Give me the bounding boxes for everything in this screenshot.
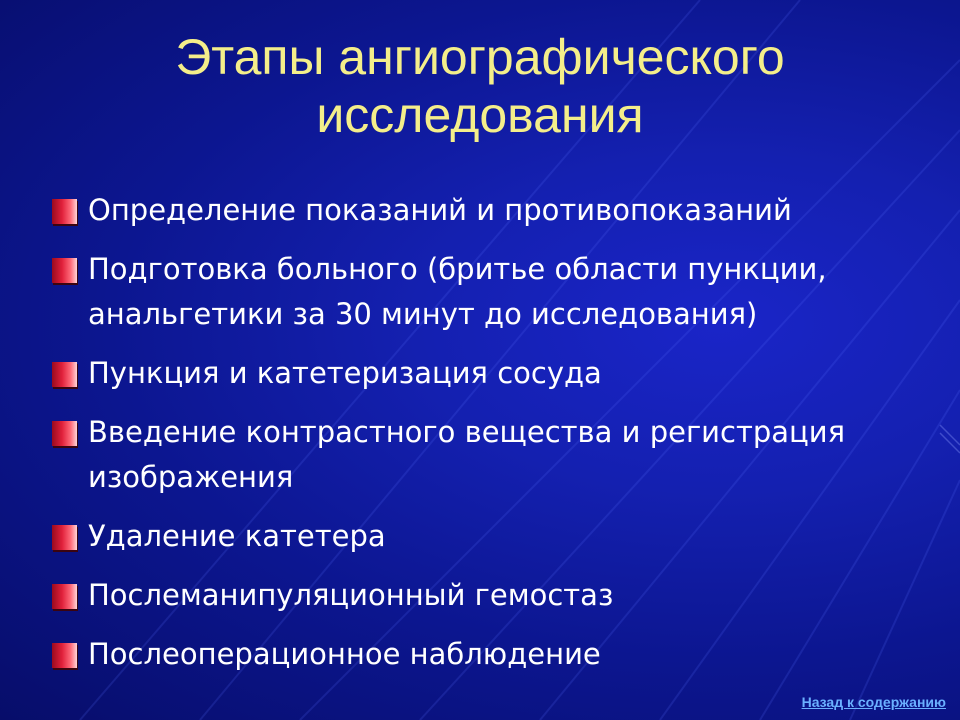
list-item [52, 632, 932, 677]
square-bullet-icon [52, 525, 77, 550]
title-line-2: исследования [316, 87, 644, 143]
list-item-text: Определение показаний и противопоказаний [88, 193, 792, 227]
list-item-text: Введение контрастного вещества и регистрация изображения [88, 415, 846, 494]
list-item-text: Послеманипуляционный гемостаз [88, 578, 614, 612]
list-item [52, 247, 932, 337]
square-bullet-icon [52, 199, 77, 224]
title-line-1: Этапы ангиографического [175, 29, 785, 85]
list-item [52, 410, 932, 500]
back-to-contents-link[interactable]: Назад к содержанию [801, 694, 946, 710]
list-item [52, 514, 932, 559]
square-bullet-icon [52, 362, 77, 387]
square-bullet-icon [52, 584, 77, 609]
list-item-text: Послеоперационное наблюдение [88, 637, 601, 671]
square-bullet-icon [52, 643, 77, 668]
square-bullet-icon [52, 421, 77, 446]
list-item-text: Удаление катетера [88, 519, 386, 553]
list-item-text: Подготовка больного (бритье области пункции, анальгетики за 30 минут до исследования) [88, 252, 827, 331]
list-item [52, 188, 932, 233]
list-item-text: Пункция и катетеризация сосуда [88, 356, 602, 390]
list-item [52, 573, 932, 618]
list-item [52, 351, 932, 396]
stages-list [52, 188, 932, 691]
slide-title [0, 28, 960, 144]
square-bullet-icon [52, 258, 77, 283]
